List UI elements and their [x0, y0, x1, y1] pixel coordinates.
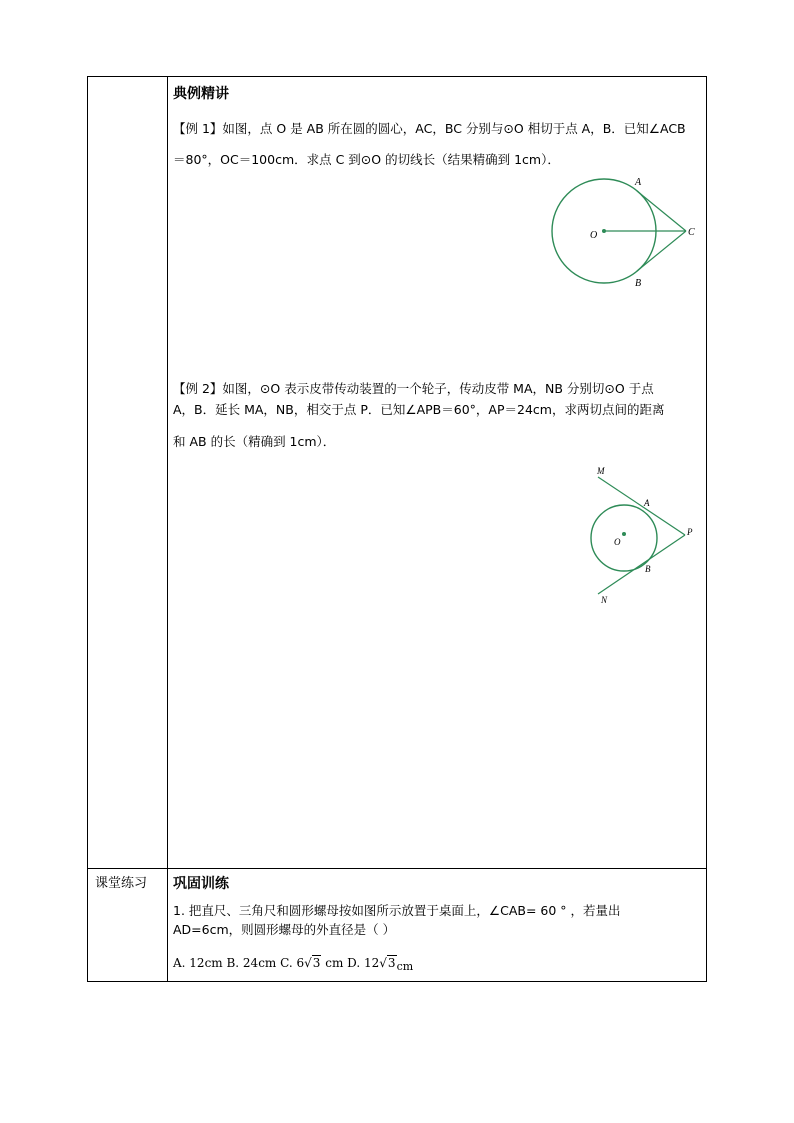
table-bottom-border: [87, 981, 707, 982]
options-d-unit: cm: [396, 960, 414, 973]
example2-text-line1: 【例 2】如图，⊙O 表示皮带传动装置的一个轮子，传动皮带 MA，NB 分别切⊙O 于点: [173, 381, 654, 396]
tangent-ac: [637, 191, 686, 231]
belt-ma: [598, 477, 685, 535]
row-label-classroom-practice: 课堂练习: [95, 876, 148, 891]
table-top-border: [87, 76, 707, 77]
sqrt-d: √3: [379, 956, 396, 970]
example1-text-line1: 【例 1】如图，点 O 是 AB 所在圆的圆心，AC，BC 分别与⊙O 相切于点 A，B．已知∠ACB: [173, 121, 686, 136]
label-o: O: [590, 230, 598, 241]
options-prefix: A. 12cm B. 24cm C. 6: [173, 956, 305, 970]
options-c-unit: cm D. 12: [321, 956, 380, 970]
section-heading-practice: 巩固训练: [173, 876, 229, 892]
example2-text-line2: A，B．延长 MA，NB，相交于点 P．已知∠APB＝60°，AP＝24cm，求两切点间的距离: [173, 402, 665, 417]
example2-figure: [588, 460, 700, 610]
question1-line1: 1. 把直尺、三角尺和圆形螺母按如图所示放置于桌面上，∠CAB= 60 ° ，若量出: [173, 903, 621, 918]
label-o2: O: [614, 537, 621, 547]
sqrt-d-radicand: 3: [387, 956, 396, 970]
sqrt-c-radicand: 3: [312, 956, 321, 970]
label-b: B: [635, 278, 642, 289]
center-dot: [602, 229, 606, 233]
column-divider: [167, 76, 168, 982]
row-divider: [87, 868, 707, 869]
example1-figure: [545, 172, 705, 292]
label-c: C: [688, 227, 695, 238]
label-a: A: [635, 177, 642, 188]
label-n: N: [601, 595, 608, 605]
belt-nb: [598, 535, 685, 594]
example1-text-line2: ＝80°，OC＝100cm．求点 C 到⊙O 的切线长（结果精确到 1cm）．: [173, 152, 560, 167]
label-m: M: [597, 466, 605, 476]
label-p: P: [687, 527, 693, 537]
example2-text-line3: 和 AB 的长（精确到 1cm）．: [173, 434, 336, 449]
label-a2: A: [644, 498, 650, 508]
label-b2: B: [645, 564, 651, 574]
question1-line2: AD=6cm，则圆形螺母的外直径是（ ）: [173, 922, 396, 937]
sqrt-c: √3: [304, 956, 321, 970]
section-heading-examples: 典例精讲: [173, 86, 229, 102]
wheel-center-dot: [622, 532, 626, 536]
table-left-border: [87, 76, 88, 982]
question1-options: [173, 953, 413, 974]
table-right-border: [706, 76, 707, 982]
tangent-bc: [637, 231, 686, 271]
